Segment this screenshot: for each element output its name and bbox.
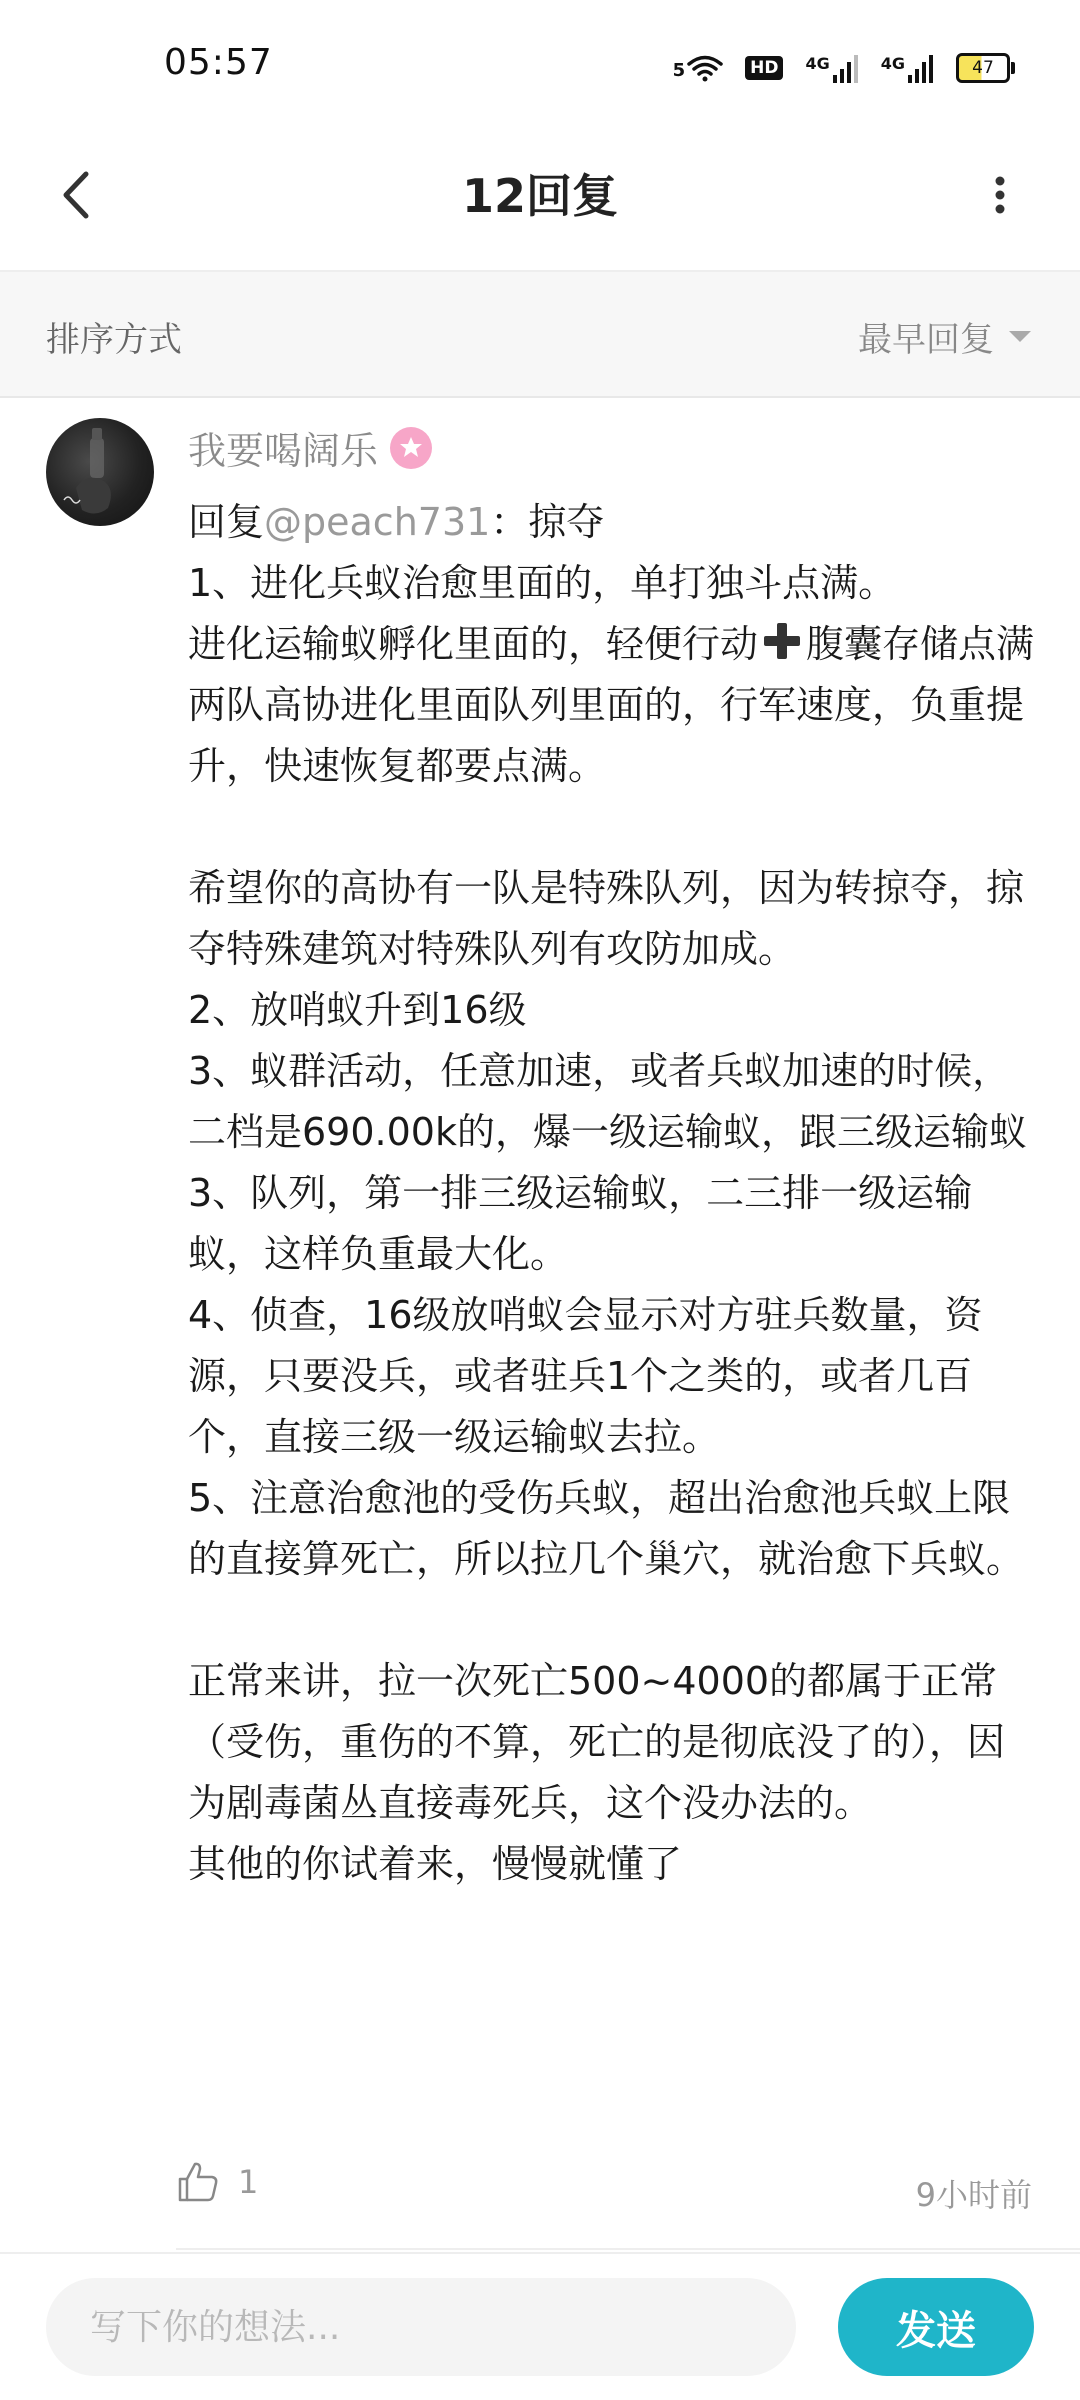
status-time: 05:57 [164,42,273,83]
network-label-2: 4G [880,54,905,73]
sort-selected-value: 最早回复 [858,320,994,360]
reply-prefix: 回复 [188,500,265,544]
sort-bar [0,272,1080,398]
wifi-icon [673,54,724,82]
network-label-1: 4G [805,54,830,73]
comment-line: 其他的你试着来，慢慢就懂了 [188,1842,683,1886]
reply-bar [0,2252,1080,2400]
username-row [188,420,432,475]
plus-emoji-icon [760,619,804,663]
comment-line: 正常来讲，拉一次死亡500~4000的都属于正常（受伤，重伤的不算，死亡的是彻底没了的），因为剧毒菌丛直接毒死兵，这个没办法的。 [188,1659,1006,1825]
comment-line: 2、放哨蚁升到16级 [188,988,527,1032]
battery-icon [956,53,1010,83]
user-level-badge-icon [390,427,432,469]
comment-line: 4、侦查，16级放哨蚁会显示对方驻兵数量，资源，只要没兵，或者驻兵1个之类的，或者几百个，直接三级一级运输蚁去拉。 [188,1293,983,1459]
signal-icon [805,53,858,83]
divider [176,2248,1080,2250]
reply-input[interactable] [46,2278,796,2376]
comment-line: 两队高协进化里面队列里面的，行军速度，负重提升，快速恢复都要点满。 [188,683,1025,788]
comment-item [0,398,1080,2258]
comment-line: 3、蚁群活动，任意加速，或者兵蚁加速的时候，二档是690.00k的，爆一级运输蚁，跟三级运输蚁 [188,1049,1027,1154]
like-button[interactable] [176,2160,258,2204]
comment-line-text: 腹囊存储点满 [806,622,1035,666]
sort-dropdown[interactable] [858,312,1032,361]
status-icons [673,48,1010,88]
comment-line: 1、进化兵蚁治愈里面的，单打独斗点满。 [188,561,897,605]
comment-line: 3、队列，第一排三级运输蚁，二三排一级运输蚁，这样负重最大化。 [188,1171,973,1276]
comment-line: 5、注意治愈池的受伤兵蚁，超出治愈池兵蚁上限的直接算死亡，所以拉几个巢穴，就治愈下兵蚁。 [188,1476,1025,1581]
wifi-band-label: 5 [672,59,686,81]
reply-suffix: ：掠夺 [490,500,605,544]
comment-line-text: 进化运输蚁孵化里面的，轻便行动 [188,622,759,666]
comment-timestamp: 9小时前 [915,2176,1032,2214]
comment-body [188,492,1038,1895]
comment-line: 希望你的高协有一队是特殊队列，因为转掠夺，掠夺特殊建筑对特殊队列有攻防加成。 [188,866,1025,971]
signal-icon-2 [881,53,934,83]
comment-line [188,614,1038,675]
username[interactable]: 我要喝阔乐 [188,429,379,473]
avatar[interactable] [46,418,154,526]
like-count: 1 [238,2163,259,2201]
send-button[interactable]: 发送 [838,2278,1034,2376]
battery-level: 47 [972,57,994,78]
mention-link[interactable]: @peach731 [264,500,491,544]
thumb-up-icon [176,2160,220,2204]
status-bar [0,0,1080,120]
comment-footer [172,2160,1032,2220]
more-options-button[interactable] [970,160,1030,230]
more-vertical-icon [994,175,1006,215]
hd-badge: HD [745,56,783,80]
header [0,130,1080,272]
page-title: 12回复 [461,169,618,223]
reply-line [188,492,1038,553]
sort-label: 排序方式 [46,320,182,360]
caret-down-icon [1008,330,1032,344]
